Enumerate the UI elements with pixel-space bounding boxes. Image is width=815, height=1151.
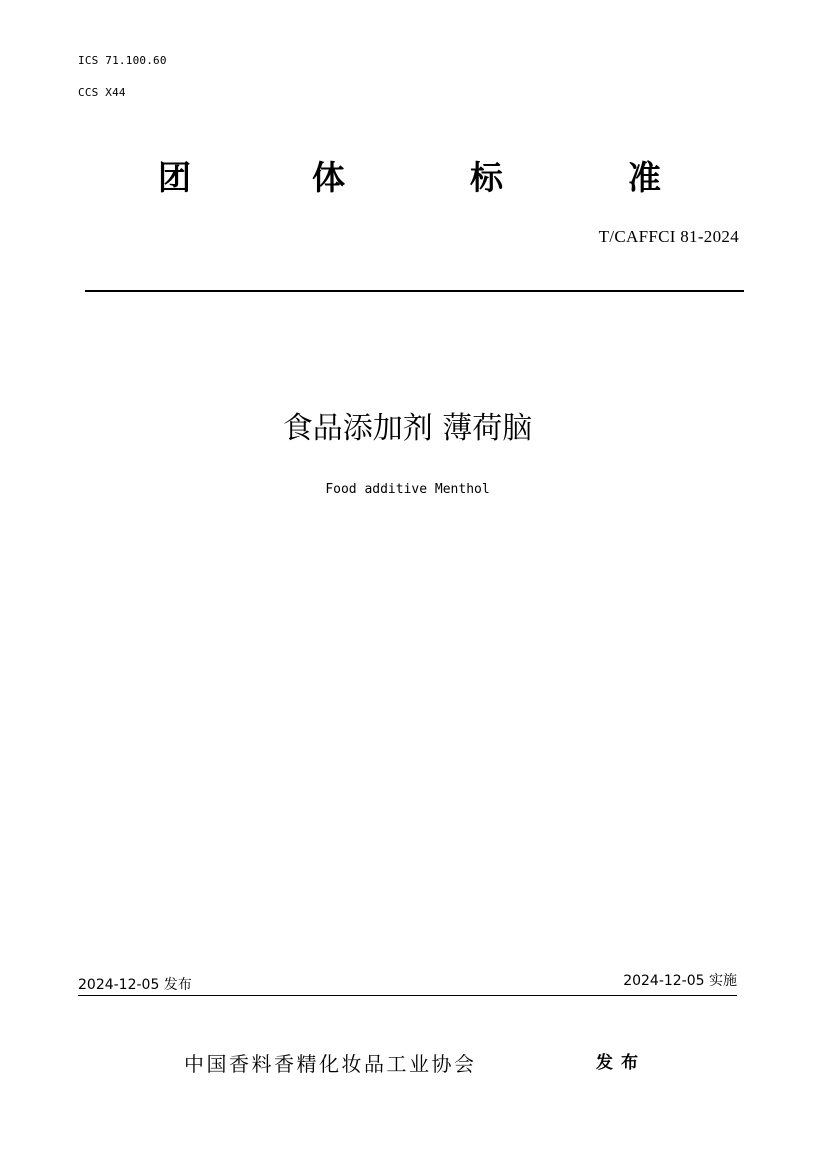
implement-date: 2024-12-05 实施 xyxy=(623,973,737,989)
standard-type-char: 体 xyxy=(312,158,345,197)
standard-type-char: 准 xyxy=(628,158,661,197)
ics-code: ICS 71.100.60 xyxy=(78,54,167,67)
document-subtitle: Food additive Menthol xyxy=(325,482,490,497)
issuing-organization: 中国香料香精化妆品工业协会 xyxy=(184,1052,477,1076)
standard-type-char: 标 xyxy=(470,158,503,197)
publish-date: 2024-12-05 发布 xyxy=(78,977,192,993)
standard-type-char: 团 xyxy=(158,158,191,197)
document-title: 食品添加剂 薄荷脑 xyxy=(282,411,533,446)
footer-divider xyxy=(78,995,737,996)
header-divider xyxy=(85,290,744,292)
publish-label: 发布 xyxy=(596,1053,646,1073)
ccs-code: CCS X44 xyxy=(78,86,126,99)
standard-number: T/CAFFCI 81-2024 xyxy=(598,227,739,246)
